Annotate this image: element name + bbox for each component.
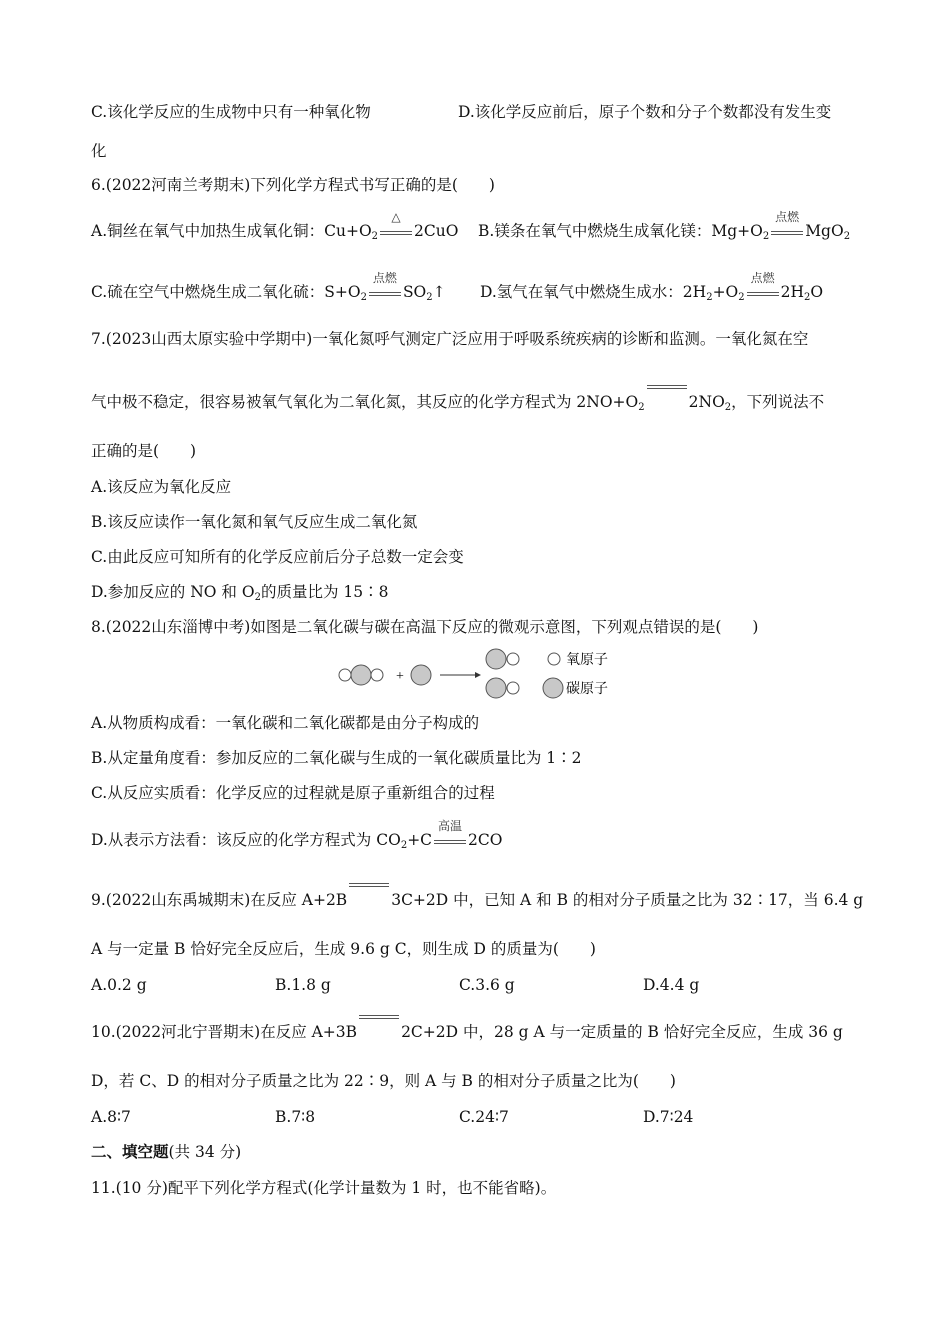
equation-sign: △ (378, 220, 414, 242)
equation-sign: 高温 (432, 829, 468, 851)
q10-stem-line1: 10.(2022河北宁晋期末)在反应 A+3B 2C+2D 中，28 g A 与一定质量的 B 恰好完全反应，生成 36 g (91, 1021, 860, 1043)
q8-option-a: A.从物质构成看：一氧化碳和二氧化碳都是由分子构成的 (91, 714, 480, 732)
equation-sign: 点燃 (367, 281, 403, 303)
q10-option-a: A.8∶7 (91, 1108, 131, 1126)
reaction-micro-diagram (330, 645, 630, 705)
carbon-legend-icon (543, 678, 563, 698)
q8-option-c: C.从反应实质看：化学反应的过程就是原子重新组合的过程 (91, 784, 495, 802)
q5-option-d: D.该化学反应前后，原子个数和分子个数都没有发生变 (458, 103, 832, 121)
q9-stem-line2: A 与一定量 B 恰好完全反应后，生成 9.6 g C，则生成 D 的质量为( ) (91, 940, 596, 958)
q6-stem: 6.(2022河南兰考期末)下列化学方程式书写正确的是( ) (91, 176, 495, 194)
q10-option-b: B.7∶8 (275, 1108, 316, 1126)
q10-stem-line2: D，若 C、D 的相对分子质量之比为 22∶9，则 A 与 B 的相对分子质量之比为( ) (91, 1072, 676, 1090)
co2-molecule (339, 665, 383, 685)
co-molecule-1 (486, 649, 519, 669)
q7-stem-line1: 7.(2023山西太原实验中学期中)一氧化氮呼气测定广泛应用于呼吸系统疾病的诊断和监测。一氧化氮在空 (91, 330, 809, 348)
q6-option-b: B.镁条在氧气中燃烧生成氧化镁：$Mg+O_2$ 点燃 MgO$_2$ (478, 210, 851, 242)
q10-option-c: C.24∶7 (459, 1108, 509, 1126)
co-molecule-2 (486, 678, 519, 698)
equation-sign: 点燃 (745, 281, 781, 303)
plus-sign: + (396, 669, 404, 684)
q8-option-d: D.从表示方法看：该反应的化学方程式为 $CO_2+C$ 高温 2CO (91, 819, 503, 851)
equation-sign (645, 391, 689, 413)
carbon-atom (411, 665, 431, 685)
q9-option-a: A.0.2 g (91, 976, 147, 994)
q7-option-b: B.该反应读作一氧化氮和氧气反应生成二氧化氮 (91, 513, 418, 531)
q7-option-a: A.该反应为氧化反应 (91, 478, 232, 496)
q11-stem: 11.(10 分)配平下列化学方程式(化学计量数为 1 时，也不能省略)。 (91, 1179, 557, 1197)
q8-stem: 8.(2022山东淄博中考)如图是二氧化碳与碳在高温下反应的微观示意图，下列观点错误的是( ) (91, 618, 759, 636)
q9-option-c: C.3.6 g (459, 976, 515, 994)
q10-option-d: D.7∶24 (643, 1108, 694, 1126)
q6-option-a: A.铜丝在氧气中加热生成氧化铜：$Cu+O_2$ △ 2CuO (91, 210, 459, 242)
q5-option-c: C.该化学反应的生成物中只有一种氧化物 (91, 103, 371, 121)
legend-oxygen: 氧原子 (566, 652, 608, 668)
equation-sign (357, 1021, 401, 1043)
q7-option-c: C.由此反应可知所有的化学反应前后分子总数一定会变 (91, 548, 464, 566)
q7-stem-line3: 正确的是( ) (91, 442, 197, 460)
q9-stem-line1: 9.(2022山东禹城期末)在反应 A+2B 3C+2D 中，已知 A 和 B 的相对分子质量之比为 32∶17，当 6.4 g (91, 889, 860, 911)
q9-option-d: D.4.4 g (643, 976, 700, 994)
equation-sign: 点燃 (769, 220, 805, 242)
legend-carbon: 碳原子 (566, 681, 608, 697)
oxygen-legend-icon (548, 653, 560, 665)
q7-stem-line2: 气中极不稳定，很容易被氧气氧化为二氧化氮，其反应的化学方程式为 $2NO+O_2$ $2NO_2$，下列说法不 (91, 391, 860, 419)
q8-option-b: B.从定量角度看：参加反应的二氧化碳与生成的一氧化碳质量比为 1∶2 (91, 749, 582, 767)
q6-option-d: D.氢气在氧气中燃烧生成水：$2H_2+O_2$ 点燃 $2H_2O$ (480, 271, 824, 303)
q5-option-d-cont: 化 (91, 142, 107, 160)
equation-sign (347, 889, 391, 911)
q9-option-b: B.1.8 g (275, 976, 331, 994)
q6-option-c: C.硫在空气中燃烧生成二氧化硫：$S+O_2$ 点燃 $SO_2↑$ (91, 271, 446, 303)
section-heading: 二、填空题(共 34 分) (91, 1142, 242, 1161)
q7-option-d: D.参加反应的 NO 和 $O_2$的质量比为 15∶8 (91, 583, 389, 603)
